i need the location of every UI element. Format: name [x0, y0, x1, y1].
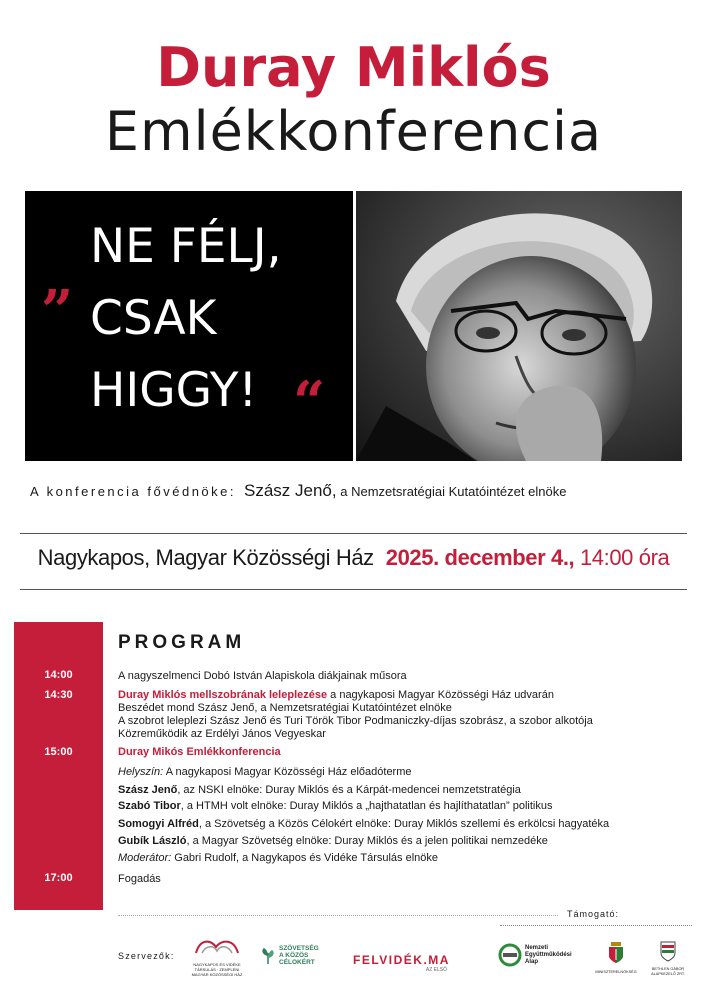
- quote-line: NE FÉLJ,: [90, 219, 282, 274]
- program-line: Duray Miklós mellszobrának leleplezése a nagykaposi Magyar Közösségi Ház udvarán: [118, 689, 554, 701]
- supporters-label: Támogató:: [567, 909, 620, 919]
- venue-date: 2025. december 4.,: [385, 545, 575, 570]
- coat-of-arms-icon: [592, 940, 640, 964]
- program-line: Szász Jenő, az NSKI elnöke: Duray Miklós és a Kárpát-medencei nemzetstratégia: [118, 784, 521, 796]
- program-time-bar: [14, 622, 103, 910]
- portrait-illustration: [356, 191, 682, 461]
- nea-circle-icon: [498, 943, 522, 967]
- footer-dotted-line: [118, 915, 558, 916]
- organizers-label: Szervezők:: [118, 951, 175, 961]
- venue-line: [0, 545, 707, 571]
- program-heading: PROGRAM: [118, 632, 246, 653]
- open-quote-mark: „: [42, 246, 75, 312]
- nagykapos-logo: NAGYKAPOS ÉS VIDÉKE TÁRSULÁS · ZEMPLÉNI MAGYAR KÖZÖSSÉGI HÁZ: [186, 935, 248, 977]
- venue-place: Nagykapos, Magyar Közösségi Ház: [37, 545, 374, 570]
- portrait-photo: [356, 191, 682, 461]
- szovetseg-leaf-icon: [260, 947, 276, 965]
- patron-label: A konferencia fővédnöke:: [30, 484, 236, 499]
- program-line: Szabó Tibor, a HTMH volt elnöke: Duray Miklós a „hajthatatlan és hajlíthatatlan” politikus: [118, 800, 553, 812]
- quote-text: [90, 211, 282, 427]
- ministry-logo: MINISZTERELNÖKSÉG: [592, 940, 640, 976]
- divider-bottom: [20, 589, 687, 590]
- program-line: A szobrot leleplezi Szász Jenő és Turi Török Tibor Podmaniczky-díjas szobrász, a szobor alkotója: [118, 715, 593, 727]
- program-line: Beszédet mond Szász Jenő, a Nemzetsratégiai Kutatóintézet elnöke: [118, 702, 452, 714]
- program-line: Helyszín: A nagykaposi Magyar Közösségi Ház előadóterme: [118, 766, 412, 778]
- program-line: Somogyi Alfréd, a Szövetség a Közös Célokért elnöke: Duray Miklós szellemi és erkölcsi hagyatéka: [118, 818, 610, 830]
- bga-logo: BETHLEN GÁBOR ALAPKEZELŐ ZRT.: [648, 940, 688, 976]
- patron-name: Szász Jenő,: [244, 481, 337, 500]
- venue-time: 14:00 óra: [579, 545, 670, 570]
- program-line: A nagyszelmenci Dobó István Alapiskola diákjainak műsora: [118, 670, 407, 682]
- program-line: Moderátor: Gabri Rudolf, a Nagykapos és Vidéke Társulás elnöke: [118, 852, 439, 864]
- bga-shield-icon: [648, 940, 688, 962]
- program-line: Duray Mikós Emlékkonferencia: [118, 746, 281, 758]
- patron-role: a Nemzetsratégiai Kutatóintézet elnöke: [340, 484, 567, 499]
- divider-top: [20, 533, 687, 534]
- title-line-2: Emlékkonferencia: [104, 100, 603, 163]
- time-label: 14:30: [44, 689, 73, 701]
- time-label: 15:00: [44, 746, 73, 758]
- title-line-1: Duray Miklós: [156, 36, 551, 99]
- close-quote-mark: “: [293, 369, 326, 435]
- szovetseg-logo: SZÖVETSÉG A KÖZÖS CÉLOKÉRT: [260, 945, 330, 966]
- program-line: Közreműködik az Erdélyi János Vegyeskar: [118, 728, 326, 740]
- time-label: 14:00: [44, 669, 73, 681]
- quote-line: CSAK: [90, 291, 217, 346]
- program-line: Gubík László, a Magyar Szövetség elnöke: Duray Miklós és a jelen politikai nemzedéke: [118, 835, 548, 847]
- program-line: Fogadás: [118, 873, 161, 885]
- supporters-rule: [500, 925, 692, 926]
- nagykapos-emblem-icon: [186, 935, 248, 957]
- time-label: 17:00: [44, 872, 73, 884]
- felvidek-logo: FELVIDÉK.MA AZ ELSŐ: [353, 953, 450, 973]
- patron-line: [30, 481, 566, 501]
- quote-line: HIGGY!: [90, 363, 258, 418]
- quote-box: [25, 191, 353, 461]
- nea-logo: Nemzeti Együttműködési Alap: [498, 943, 580, 967]
